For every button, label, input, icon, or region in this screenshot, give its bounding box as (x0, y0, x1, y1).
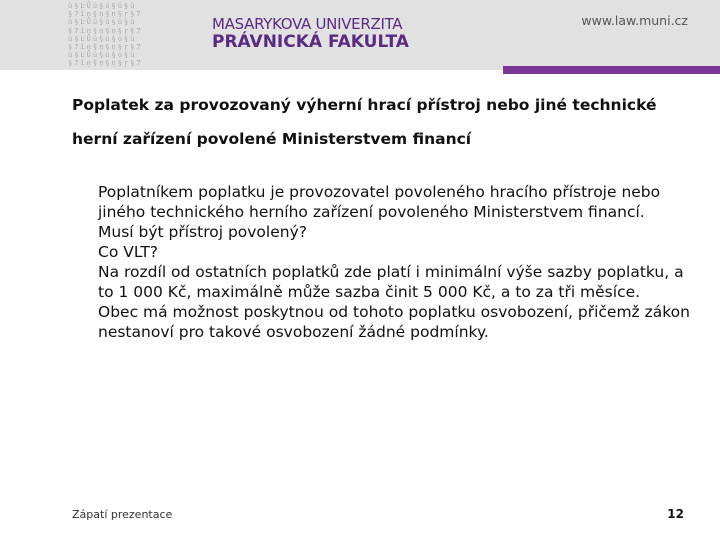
paragraph: Poplatníkem poplatku je provozovatel povoleného hracího přístroje nebo jiného technického herního zařízení povoleného Ministerstvem financí. (98, 183, 661, 221)
paragraph: Musí být přístroj povolený? (98, 223, 307, 241)
footer-text: Zápatí prezentace (72, 508, 173, 521)
page-number: 12 (667, 507, 684, 521)
accent-bar (503, 66, 720, 74)
paragraph: Na rozdíl od ostatních poplatků zde platí i minimální výše sazby poplatku, a to 1 000 Kč, maximálně může sazba činit 5 000 Kč, a to za tři měsíce. (98, 263, 684, 301)
slide-content (98, 182, 698, 342)
header (0, 0, 720, 70)
faculty-name: PRÁVNICKÁ FAKULTA (212, 32, 409, 52)
slide-title: Poplatek za provozovaný výherní hrací přístroj nebo jiné technické herní zařízení povolené Ministerstvem financí (72, 96, 657, 148)
paragraph: Obec má možnost poskytnou od tohoto poplatku osvobození, přičemž zákon nestanoví pro takové osvobození žádné podmínky. (98, 303, 690, 341)
logo-pattern-icon: ǔ§ĿǙǔ§ǔ§ǔ§ǔ §7ǐņ§ņ§ņ§ŗ§7 ǔ§ĿǙǔ§ǔ§ǔ§ǔ §7ǐņ§ņ§ņ§ŗ§7 ǔ§ĿǙǔ§ǔ§ǔ§ǔ §7ǐņ§ņ§ņ§ŗ§7 ǔ§ĿǙǔ§ǔ§ǔ§ǔ §7ǐņ§ņ§ņ§ŗ§7 (68, 2, 143, 68)
paragraph: Co VLT? (98, 243, 159, 261)
university-name: MASARYKOVA UNIVERZITA (212, 15, 403, 33)
website-url[interactable]: www.law.muni.cz (581, 13, 688, 28)
